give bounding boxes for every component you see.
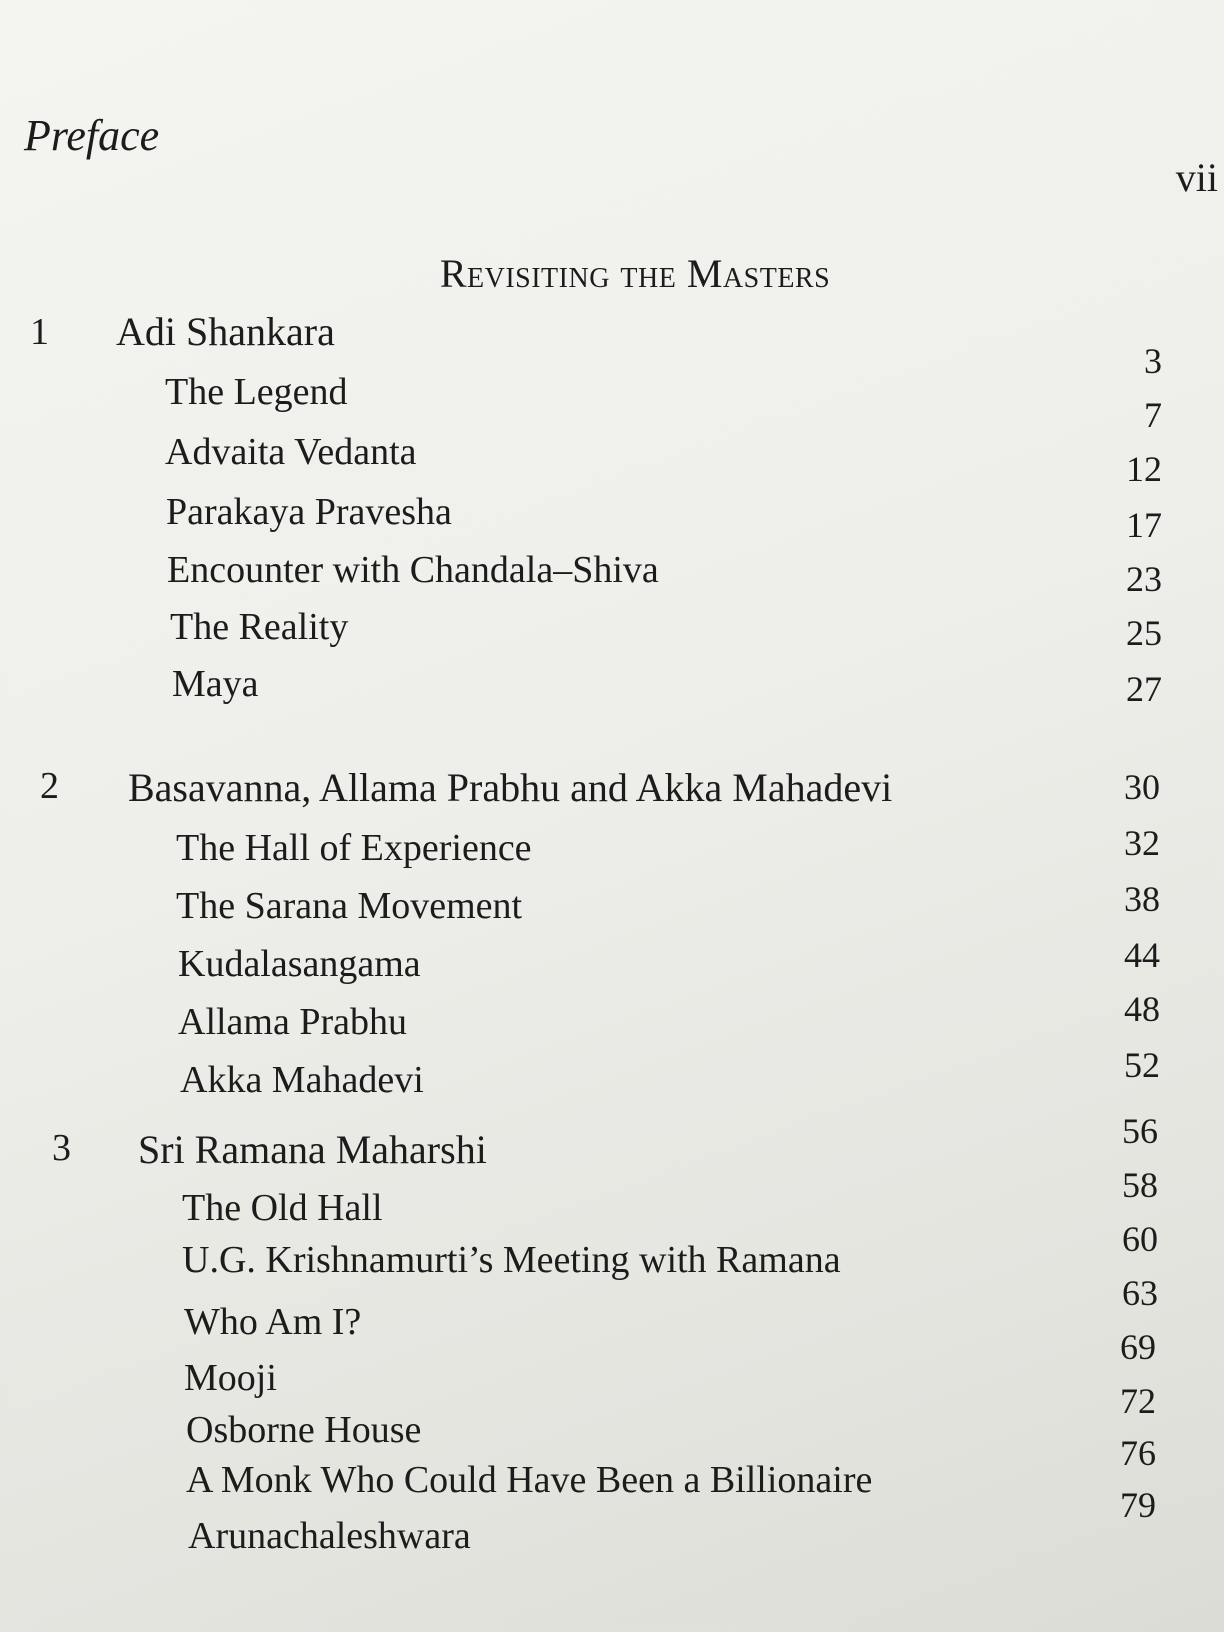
section-page-number: 7 [1144, 395, 1162, 435]
section-title: Advaita Vedanta [165, 431, 417, 473]
section-page-number: 52 [1124, 1045, 1160, 1085]
chapter-page-number: 56 [1122, 1111, 1158, 1151]
chapter-title: Sri Ramana Maharshi [138, 1127, 487, 1172]
section-page-number: 25 [1126, 613, 1162, 653]
section-title: Parakaya Pravesha [166, 491, 452, 533]
section-title: Arunachaleshwara [188, 1515, 471, 1557]
section-title: A Monk Who Could Have Been a Billionaire [186, 1459, 873, 1501]
section-page-number: 27 [1126, 669, 1162, 709]
section-page-number: 48 [1124, 989, 1160, 1029]
chapter-page-number: 3 [1144, 341, 1162, 381]
section-title: Mooji [184, 1357, 277, 1399]
section-title: Who Am I? [184, 1301, 362, 1343]
section-page-number: 79 [1120, 1485, 1156, 1525]
section-page-number: 76 [1120, 1433, 1156, 1473]
section-page-number: 38 [1124, 879, 1160, 919]
section-page-number: 72 [1120, 1381, 1156, 1421]
section-page-number: 12 [1126, 449, 1162, 489]
preface-label: Preface [24, 111, 160, 160]
chapter-title: Adi Shankara [116, 309, 335, 354]
chapter-page-number: 30 [1124, 767, 1160, 807]
section-page-number: 58 [1122, 1165, 1158, 1205]
chapter-number: 1 [30, 311, 49, 353]
preface-page-number: vii [1175, 155, 1218, 200]
chapter-number: 2 [40, 765, 59, 807]
section-page-number: 60 [1122, 1219, 1158, 1259]
section-title: U.G. Krishnamurti’s Meeting with Ramana [182, 1239, 841, 1281]
section-title: Encounter with Chandala–Shiva [167, 549, 659, 591]
section-title: Akka Mahadevi [180, 1059, 424, 1101]
section-title: The Reality [170, 606, 349, 648]
chapter-title: Basavanna, Allama Prabhu and Akka Mahadevi [128, 765, 893, 810]
section-page-number: 44 [1124, 935, 1160, 975]
section-title: Osborne House [186, 1409, 422, 1451]
chapter-number: 3 [52, 1127, 71, 1169]
section-page-number: 23 [1126, 559, 1162, 599]
part-title: Revisiting the Masters [439, 251, 831, 296]
section-page-number: 17 [1126, 505, 1162, 545]
section-page-number: 32 [1124, 823, 1160, 863]
section-page-number: 63 [1122, 1273, 1158, 1313]
section-title: The Old Hall [182, 1187, 383, 1229]
section-title: The Hall of Experience [176, 827, 532, 869]
section-page-number: 69 [1120, 1327, 1156, 1367]
section-title: Maya [172, 663, 259, 705]
section-title: The Legend [165, 371, 348, 413]
section-title: Kudalasangama [178, 943, 421, 985]
section-title: The Sarana Movement [176, 885, 523, 927]
section-title: Allama Prabhu [178, 1001, 408, 1043]
